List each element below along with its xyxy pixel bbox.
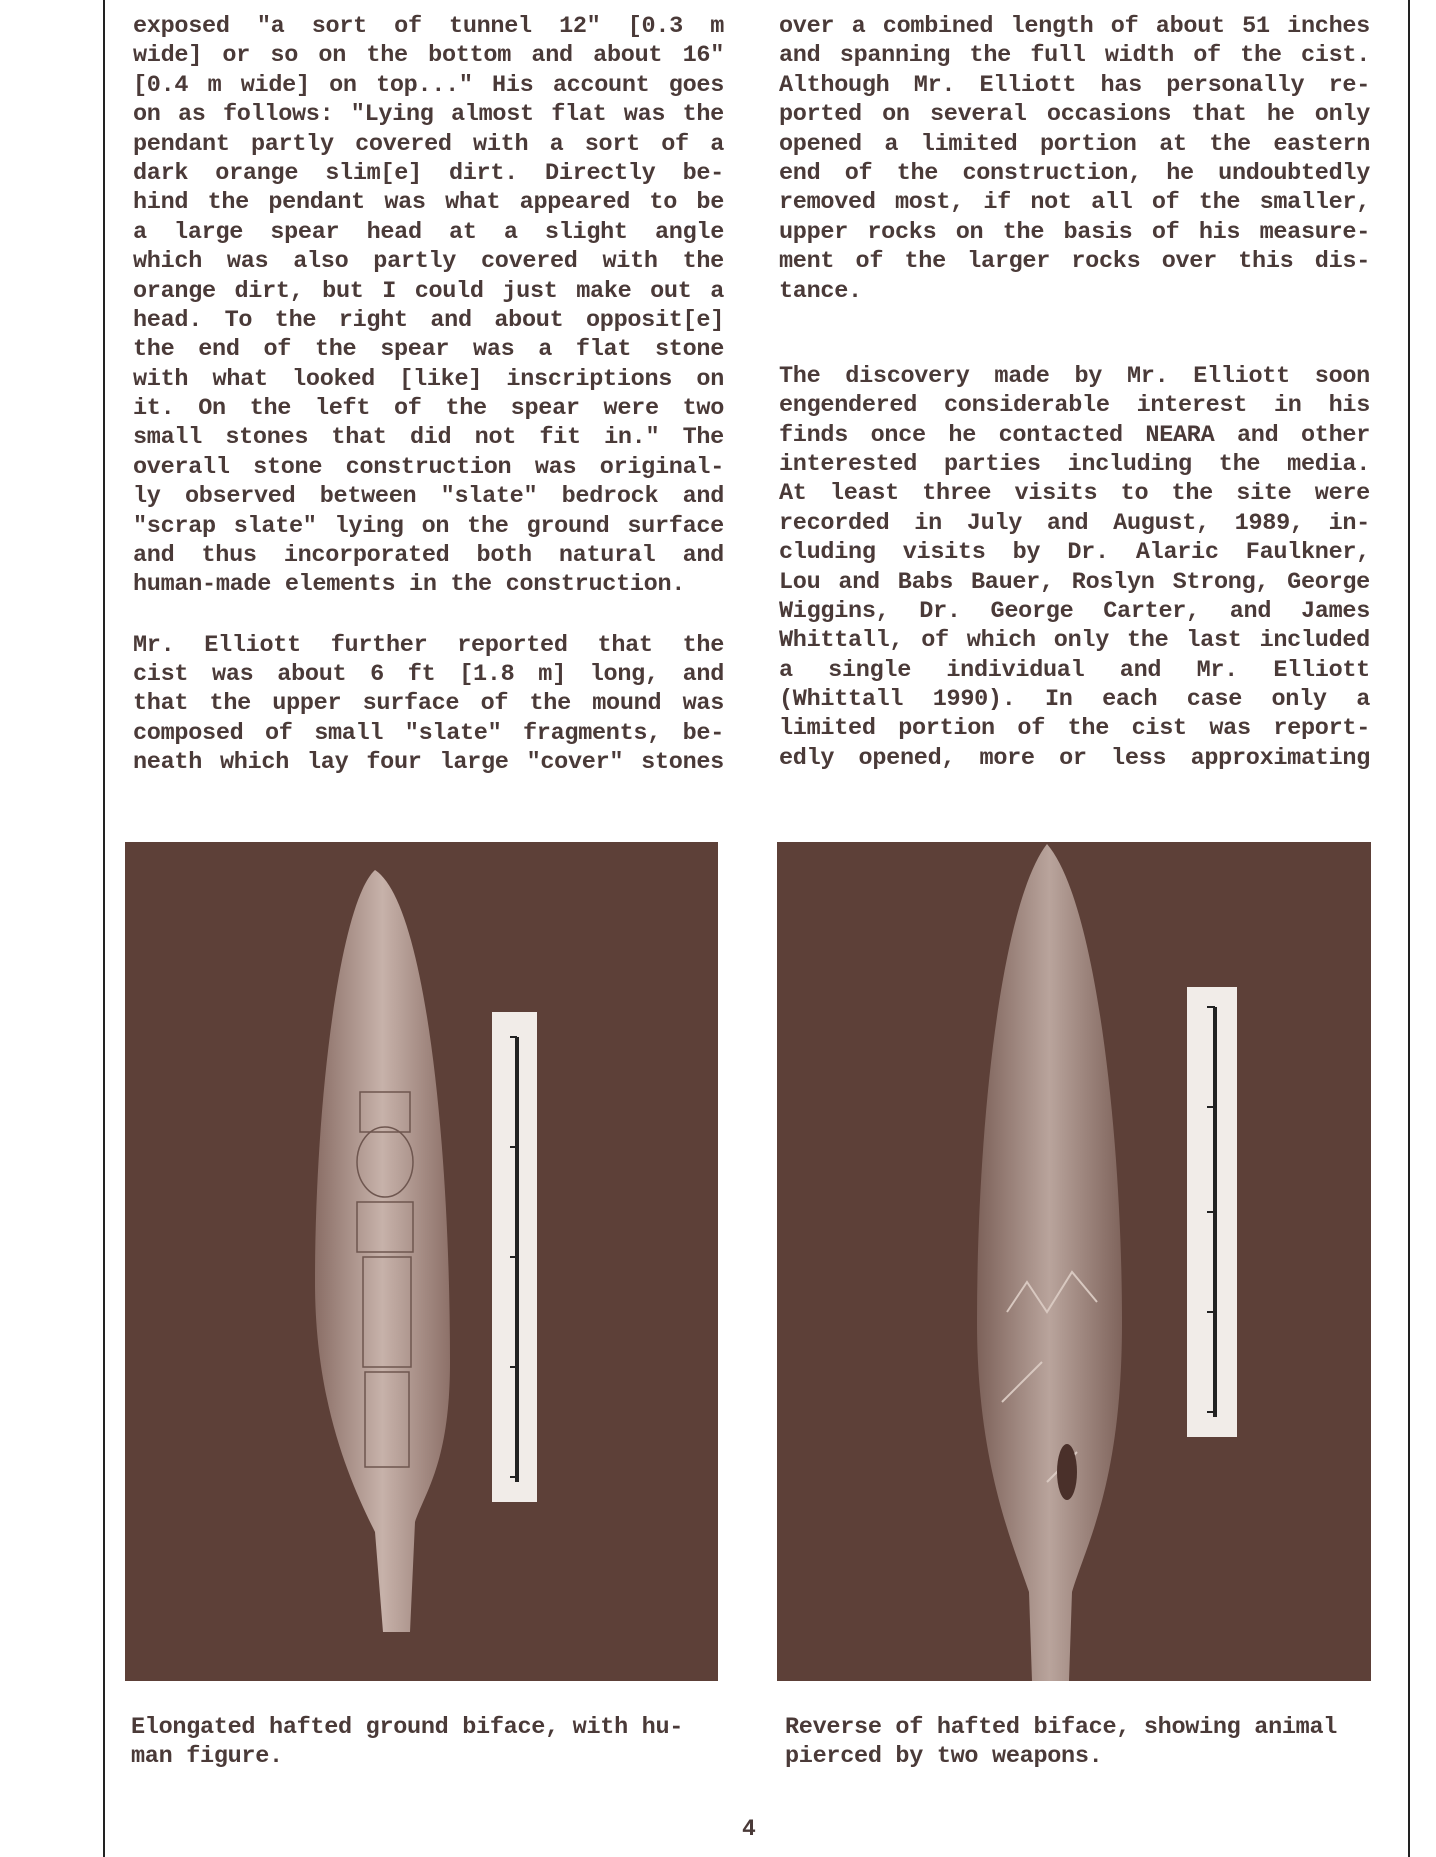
text-line: it. On the left of the spear were two (133, 395, 724, 423)
right-text-column (779, 12, 1370, 773)
text-line: with what looked [like] inscriptions on (133, 365, 724, 393)
caption-line: pierced by two weapons. (785, 1743, 1103, 1771)
page-number: 4 (742, 1816, 756, 1842)
page-border-left (103, 0, 105, 1857)
text-line: neath which lay four large "cover" stones (133, 749, 724, 777)
caption-line: Elongated hafted ground biface, with hu- (131, 1714, 684, 1741)
paragraph (779, 362, 1370, 773)
text-line: ly observed between "slate" bedrock and (133, 483, 724, 511)
text-line: limited portion of the cist was report- (779, 715, 1370, 743)
spear-blade (315, 870, 450, 1632)
page-border-right (1408, 0, 1410, 1857)
text-line: Whittall, of which only the last included (779, 627, 1370, 655)
text-line: (Whittall 1990). In each case only a (779, 686, 1370, 714)
text-line: dark orange slim[e] dirt. Directly be- (133, 159, 724, 187)
text-line: recorded in July and August, 1989, in- (779, 509, 1370, 537)
figure-caption-left (131, 1713, 731, 1772)
text-line: the end of the spear was a flat stone (133, 336, 724, 364)
text-line: removed most, if not all of the smaller, (779, 189, 1370, 217)
text-line: The discovery made by Mr. Elliott soon (779, 362, 1370, 390)
caption-line: man figure. (131, 1743, 283, 1771)
text-line: composed of small "slate" fragments, be- (133, 719, 724, 747)
text-line: a large spear head at a slight angle (133, 218, 724, 246)
text-line: orange dirt, but I could just make out a (133, 277, 724, 305)
text-line: pendant partly covered with a sort of a (133, 130, 724, 158)
text-line: small stones that did not fit in." The (133, 424, 724, 452)
photo-biface-front (125, 842, 718, 1681)
text-line: head. To the right and about opposit[e] (133, 306, 724, 334)
text-line: end of the construction, he undoubtedly (779, 159, 1370, 187)
text-line: engendered considerable interest in his (779, 392, 1370, 420)
text-line: At least three visits to the site were (779, 480, 1370, 508)
text-line: ment of the larger rocks over this dis- (779, 248, 1370, 276)
text-line: "scrap slate" lying on the ground surface (133, 512, 724, 540)
figure-caption-right (785, 1713, 1385, 1772)
left-text-column (133, 12, 724, 778)
text-line: edly opened, more or less approximating (779, 744, 1370, 772)
paragraph (779, 12, 1370, 306)
text-line: overall stone construction was original- (133, 453, 724, 481)
text-line: which was also partly covered with the (133, 248, 724, 276)
text-line: cluding visits by Dr. Alaric Faulkner, (779, 539, 1370, 567)
text-line: opened a limited portion at the eastern (779, 130, 1370, 158)
text-line: interested parties including the media. (779, 450, 1370, 478)
text-line: hind the pendant was what appeared to be (133, 189, 724, 217)
text-line: over a combined length of about 51 inches (779, 13, 1370, 40)
text-line: finds once he contacted NEARA and other (779, 421, 1370, 449)
paragraph (133, 12, 724, 600)
text-line: and spanning the full width of the cist. (779, 42, 1370, 70)
text-line: Although Mr. Elliott has personally re- (779, 71, 1370, 99)
spear-blade (977, 844, 1122, 1681)
text-line: wide] or so on the bottom and about 16" (133, 42, 724, 70)
text-line: [0.4 m wide] on top..." His account goes (133, 71, 724, 99)
text-line: ported on several occasions that he only (779, 101, 1370, 129)
photo-biface-reverse (777, 842, 1371, 1681)
text-line: Lou and Babs Bauer, Roslyn Strong, George (779, 568, 1370, 596)
text-line: Wiggins, Dr. George Carter, and James (779, 597, 1370, 625)
text-line: Mr. Elliott further reported that the (133, 631, 724, 659)
text-line: tance. (779, 277, 862, 305)
caption-line: Reverse of hafted biface, showing animal (785, 1714, 1338, 1741)
text-line: and thus incorporated both natural and (133, 542, 724, 570)
paragraph (133, 631, 724, 778)
text-line: cist was about 6 ft [1.8 m] long, and (133, 661, 724, 689)
text-line: on as follows: "Lying almost flat was the (133, 101, 724, 129)
text-line: that the upper surface of the mound was (133, 690, 724, 718)
text-line: upper rocks on the basis of his measure- (779, 218, 1370, 246)
text-line: exposed "a sort of tunnel 12" [0.3 m (133, 13, 724, 40)
text-line: human-made elements in the construction. (133, 571, 686, 599)
text-line: a single individual and Mr. Elliott (779, 656, 1370, 684)
